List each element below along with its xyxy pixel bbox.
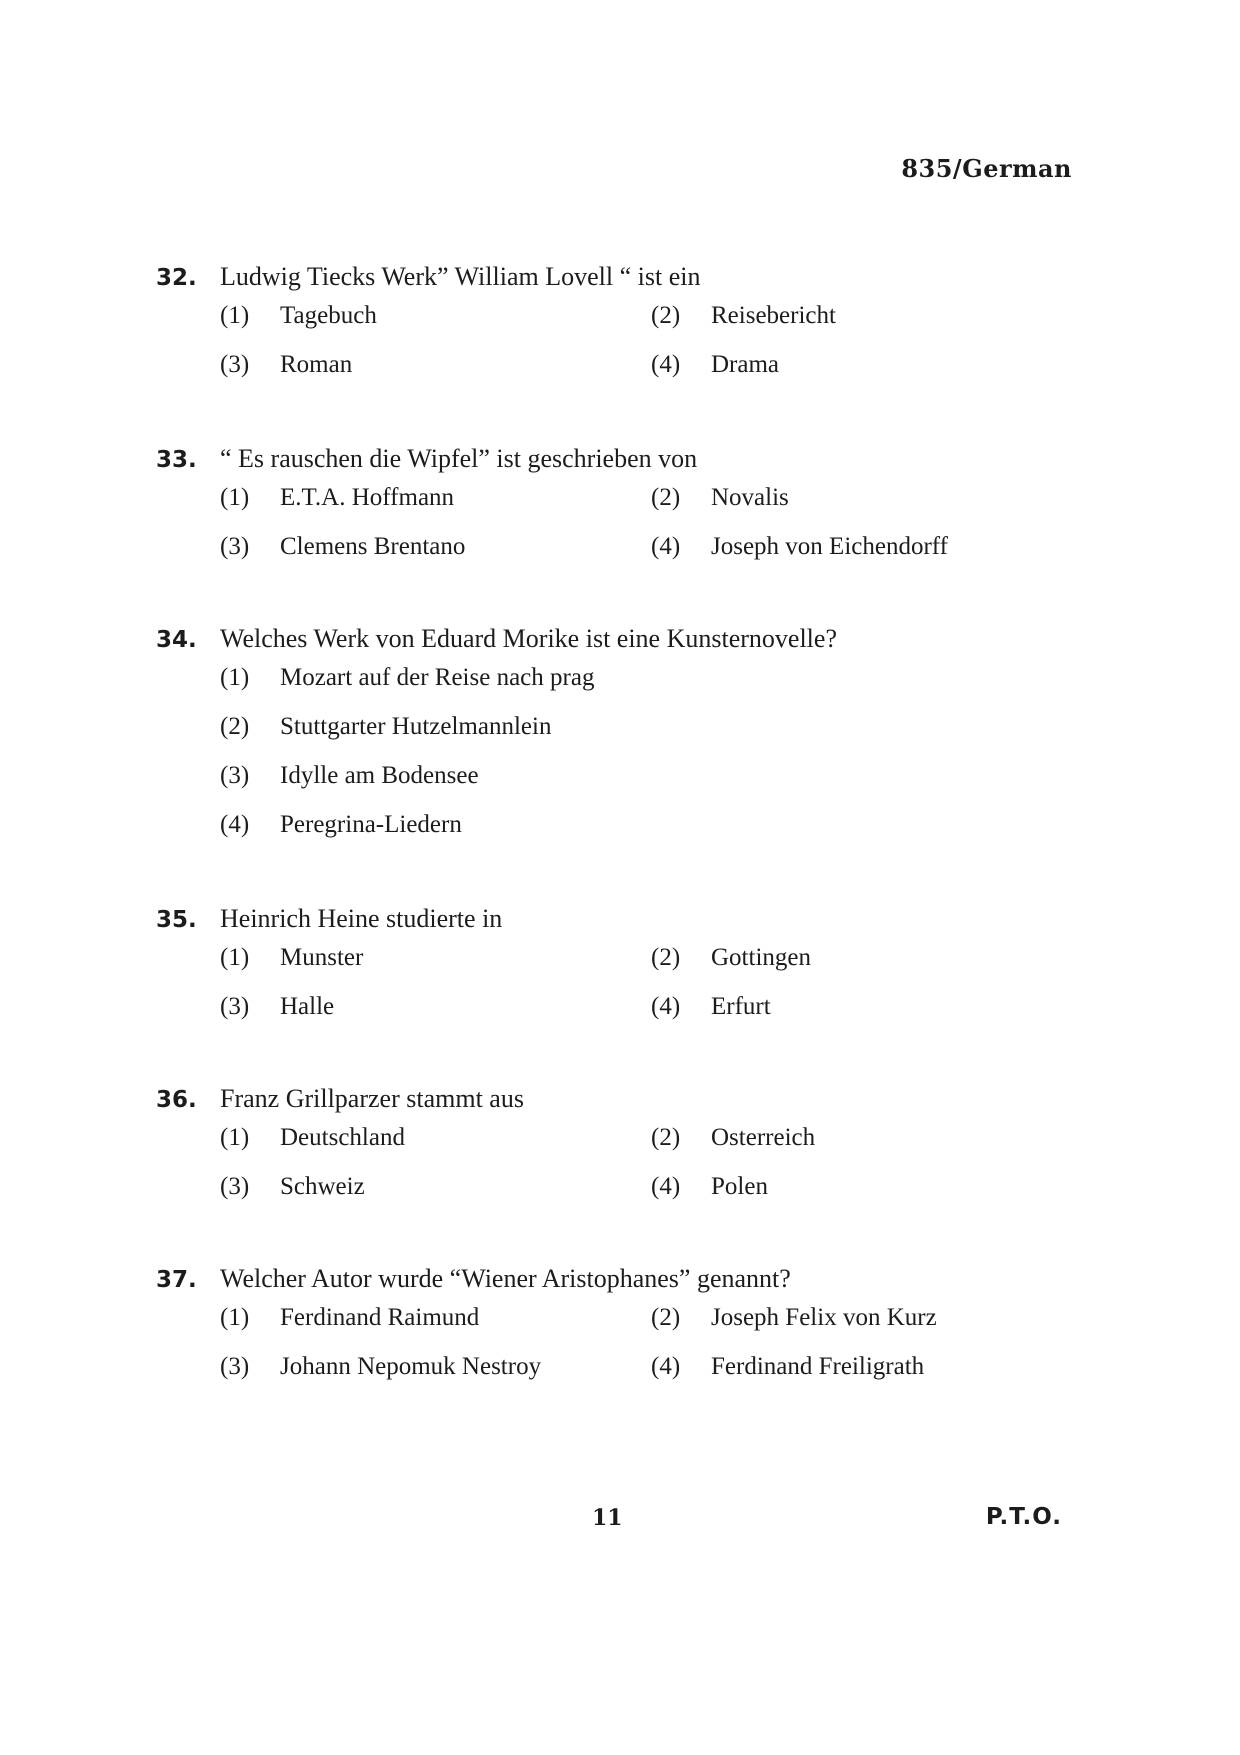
option-2: (2) Osterreich bbox=[651, 1124, 816, 1151]
question-36 bbox=[156, 1084, 1096, 1222]
question-text: Ludwig Tiecks Werk” William Lovell “ ist ein bbox=[220, 262, 701, 291]
option-3: (3) Schweiz bbox=[220, 1173, 365, 1200]
question-text: “ Es rauschen die Wipfel” ist geschrieben von bbox=[220, 444, 698, 473]
question-37 bbox=[156, 1264, 1096, 1402]
please-turn-over: P.T.O. bbox=[985, 1504, 1062, 1530]
option-2: (2) Novalis bbox=[651, 484, 789, 511]
question-text: Franz Grillparzer stammt aus bbox=[220, 1084, 524, 1113]
option-1: (1) Munster bbox=[220, 944, 364, 971]
paper-code: 835/German bbox=[901, 154, 1072, 183]
option-1: (1) Tagebuch bbox=[220, 302, 377, 329]
option-4: (4) Erfurt bbox=[651, 993, 771, 1020]
option-4: (4) Ferdinand Freiligrath bbox=[651, 1353, 925, 1380]
question-number: 33. bbox=[156, 447, 197, 473]
option-1: (1) Deutschland bbox=[220, 1124, 405, 1151]
option-2: (2) Joseph Felix von Kurz bbox=[651, 1304, 937, 1331]
option-2: (2) Stuttgarter Hutzelmannlein bbox=[220, 713, 552, 740]
page-number: 11 bbox=[592, 1505, 623, 1531]
option-2: (2) Reisebericht bbox=[651, 302, 836, 329]
option-3: (3) Roman bbox=[220, 351, 353, 378]
question-number: 32. bbox=[156, 265, 197, 291]
question-32 bbox=[156, 262, 1096, 400]
option-4: (4) Peregrina-Liedern bbox=[220, 811, 462, 838]
option-3: (3) Idylle am Bodensee bbox=[220, 762, 479, 789]
question-text: Heinrich Heine studierte in bbox=[220, 904, 503, 933]
option-4: (4) Drama bbox=[651, 351, 780, 378]
question-text: Welches Werk von Eduard Morike ist eine Kunsternovelle? bbox=[220, 624, 837, 653]
option-2: (2) Gottingen bbox=[651, 944, 811, 971]
question-33 bbox=[156, 444, 1096, 582]
question-34 bbox=[156, 624, 1096, 860]
option-1: (1) Ferdinand Raimund bbox=[220, 1304, 480, 1331]
option-3: (3) Johann Nepomuk Nestroy bbox=[220, 1353, 542, 1380]
question-text: Welcher Autor wurde “Wiener Aristophanes” genannt? bbox=[220, 1264, 791, 1293]
option-3: (3) Halle bbox=[220, 993, 335, 1020]
question-number: 35. bbox=[156, 907, 197, 933]
option-1: (1) Mozart auf der Reise nach prag bbox=[220, 664, 595, 691]
option-1: (1) E.T.A. Hoffmann bbox=[220, 484, 455, 511]
question-number: 36. bbox=[156, 1087, 197, 1113]
question-number: 37. bbox=[156, 1267, 197, 1293]
question-35 bbox=[156, 904, 1096, 1042]
option-3: (3) Clemens Brentano bbox=[220, 533, 466, 560]
question-number: 34. bbox=[156, 627, 197, 653]
option-4: (4) Polen bbox=[651, 1173, 768, 1200]
option-4: (4) Joseph von Eichendorff bbox=[651, 533, 948, 560]
